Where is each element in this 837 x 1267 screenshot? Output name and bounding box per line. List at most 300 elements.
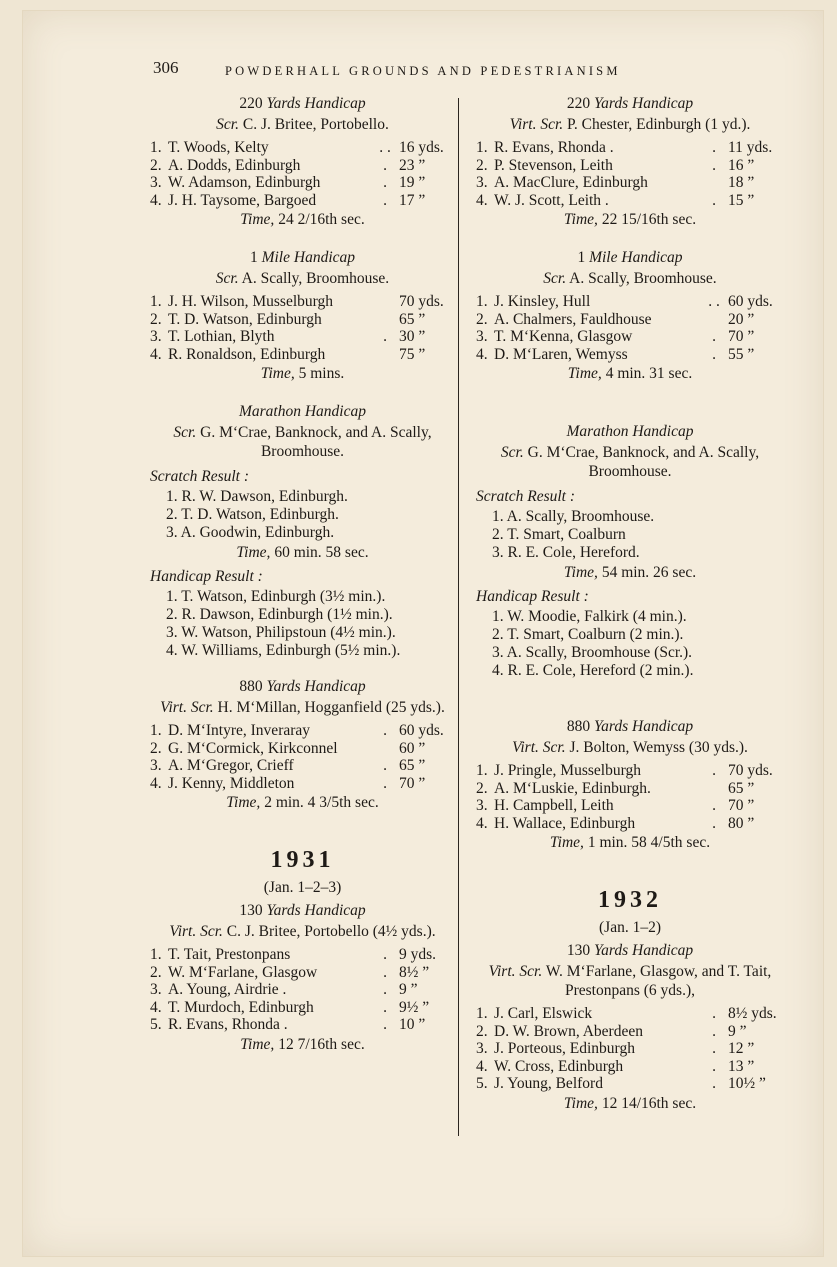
pos: 5.	[476, 1075, 488, 1092]
handicap: 60 yds.	[728, 293, 773, 310]
result-row	[476, 293, 784, 311]
leader-dots: .	[383, 328, 387, 345]
results-list	[476, 139, 784, 209]
runner: A. M‘Gregor, Crieff	[168, 757, 294, 774]
time-label: Time,	[563, 1094, 598, 1112]
result-row	[150, 174, 455, 192]
handicap: 11 yds.	[728, 139, 773, 156]
scratch-label: Scr.	[500, 444, 524, 461]
runner: J. Porteous, Edinburgh	[494, 1040, 635, 1057]
leader-dots	[700, 174, 728, 192]
pos: 3.	[476, 328, 488, 345]
runner: J. Young, Belford	[494, 1075, 603, 1092]
result-row	[476, 174, 784, 192]
time-value: 12 7/16th sec.	[278, 1035, 365, 1053]
event-time	[150, 792, 455, 814]
leader-dots: .	[383, 963, 387, 981]
event-time	[150, 363, 455, 385]
result-line: 2. T. Smart, Coalburn	[492, 526, 626, 543]
leader-dots: .	[383, 998, 387, 1016]
result-row	[476, 1023, 784, 1041]
result-row	[150, 192, 455, 210]
event-heading	[476, 716, 784, 738]
runner: J. Pringle, Musselburgh	[494, 762, 641, 779]
result-row	[476, 192, 784, 210]
event-title: Mile Handicap	[589, 249, 683, 266]
scratch-label: Virt. Scr.	[160, 699, 214, 716]
runner: P. Stevenson, Leith	[494, 156, 613, 174]
result-line: 1. R. W. Dawson, Edinburgh.	[166, 488, 348, 505]
runner: W. Cross, Edinburgh	[494, 1057, 624, 1075]
result-line: 3. A. Scally, Broomhouse (Scr.).	[492, 644, 693, 661]
result-row	[476, 1075, 784, 1093]
pos: 4.	[476, 1057, 488, 1075]
event-220-yards-1930-left	[150, 93, 455, 231]
result-row	[150, 311, 455, 329]
handicap: 9½ ”	[399, 998, 430, 1016]
leader-dots: .	[712, 1040, 716, 1057]
result-line: 2. T. Smart, Coalburn (2 min.).	[492, 626, 684, 643]
running-head: POWDERHALL GROUNDS AND PEDESTRIANISM	[225, 64, 621, 78]
scratch-label: Scr.	[215, 270, 239, 287]
leader-dots: .	[712, 191, 716, 209]
result-row	[150, 139, 455, 157]
event-distance: 880	[566, 718, 591, 735]
time-label: Time,	[226, 794, 261, 811]
event-time	[150, 542, 455, 564]
handicap: 19 ”	[399, 174, 426, 191]
event-heading	[150, 900, 455, 922]
event-title: Marathon Handicap	[238, 403, 366, 420]
handicap: 30 ”	[399, 328, 426, 345]
event-title: Yards Handicap	[266, 678, 366, 695]
handicap: 12 ”	[728, 1040, 755, 1057]
leader-dots: .	[383, 191, 387, 209]
event-title: Yards Handicap	[266, 902, 366, 919]
handicap: 10½ ”	[728, 1075, 766, 1092]
event-title: Yards Handicap	[593, 95, 694, 112]
pos: 2.	[476, 310, 488, 328]
event-880-yards-right	[476, 716, 784, 854]
scratch-result-label: Scratch Result :	[476, 488, 576, 505]
pos: 2.	[150, 310, 162, 328]
runner: D. M‘Laren, Wemyss	[494, 345, 628, 363]
event-marathon-right	[476, 421, 784, 680]
result-row	[476, 1058, 784, 1076]
pos: 1.	[150, 293, 162, 310]
runner: D. M‘Intyre, Inveraray	[168, 722, 311, 739]
leader-dots: .	[712, 156, 716, 174]
runner: J. Kinsley, Hull	[494, 293, 591, 310]
event-title: Yards Handicap	[266, 95, 366, 112]
result-row	[476, 797, 784, 815]
leader-dots	[371, 293, 399, 311]
result-row	[150, 293, 455, 311]
result-line: 4. W. Williams, Edinburgh (5½ min.).	[166, 642, 401, 659]
result-row	[150, 964, 455, 982]
year-dates: (Jan. 1–2)	[599, 919, 661, 936]
scratch-text: P. Chester, Edinburgh (1 yd.).	[567, 116, 751, 133]
result-row	[150, 1016, 455, 1034]
time-value: 4 min. 31 sec.	[605, 365, 693, 382]
scratch-label: Virt. Scr.	[488, 963, 543, 980]
runner: A. Chalmers, Fauldhouse	[494, 310, 652, 328]
event-heading	[476, 93, 784, 115]
runner: A. Young, Airdrie .	[168, 981, 287, 998]
event-time	[150, 1034, 455, 1056]
year-heading: 1931	[270, 847, 335, 873]
event-time	[476, 1093, 784, 1115]
event-heading	[476, 940, 784, 962]
result-row	[150, 999, 455, 1017]
runner: H. Campbell, Leith	[494, 797, 614, 814]
runner: J. Carl, Elswick	[494, 1005, 593, 1022]
pos: 3.	[150, 757, 162, 774]
result-line: 1. A. Scally, Broomhouse.	[492, 508, 655, 525]
result-row	[476, 311, 784, 329]
pos: 5.	[150, 1016, 162, 1033]
event-title: Marathon Handicap	[566, 423, 694, 440]
handicap: 80 ”	[728, 814, 755, 832]
result-row	[476, 815, 784, 833]
results-list	[476, 762, 784, 832]
event-distance: 220	[566, 95, 591, 112]
scratch-line	[150, 115, 455, 134]
leader-dots: .	[712, 797, 716, 814]
handicap-result-label: Handicap Result :	[476, 588, 589, 605]
scratch-line	[476, 738, 784, 757]
left-column	[150, 93, 455, 1072]
time-label: Time,	[260, 365, 295, 382]
handicap: 23 ”	[399, 156, 426, 174]
event-130-yards-left	[150, 900, 455, 1056]
result-row	[476, 139, 784, 157]
result-row	[150, 946, 455, 964]
year-heading: 1932	[598, 887, 662, 913]
event-heading	[150, 93, 455, 115]
result-row	[150, 981, 455, 999]
leader-dots: . .	[708, 293, 720, 310]
event-title: Yards Handicap	[593, 942, 694, 959]
handicap: 70 yds.	[399, 293, 444, 310]
scratch-line	[476, 269, 784, 288]
pos: 2.	[150, 739, 162, 757]
runner: T. D. Watson, Edinburgh	[168, 310, 322, 328]
event-time	[476, 363, 784, 385]
leader-dots: .	[383, 774, 387, 792]
pos: 3.	[476, 797, 488, 814]
result-row	[150, 722, 455, 740]
year-dates: (Jan. 1–2–3)	[263, 879, 342, 896]
right-column	[476, 93, 784, 1131]
time-value: 1 min. 58 4/5th sec.	[587, 834, 711, 851]
time-label: Time,	[236, 544, 271, 561]
event-880-yards-left	[150, 676, 455, 814]
handicap: 9 ”	[728, 1022, 747, 1040]
leader-dots: .	[383, 156, 387, 174]
runner: R. Ronaldson, Edinburgh	[168, 345, 326, 363]
time-label: Time,	[549, 834, 584, 851]
event-time	[476, 832, 784, 854]
result-row	[150, 346, 455, 364]
leader-dots: .	[383, 722, 387, 739]
event-distance: 1	[577, 249, 586, 266]
scratch-text: G. M‘Crae, Banknock, and A. Scally, Broomhouse.	[527, 444, 760, 480]
handicap: 65 ”	[399, 310, 426, 328]
result-row	[476, 157, 784, 175]
handicap: 13 ”	[728, 1057, 755, 1075]
pos: 1.	[150, 722, 162, 739]
pos: 3.	[150, 981, 162, 998]
handicap: 18 ”	[728, 174, 755, 191]
leader-dots: .	[383, 981, 387, 998]
scratch-line	[476, 443, 784, 481]
scratch-label: Virt. Scr.	[512, 739, 566, 756]
event-1-mile-left	[150, 247, 455, 385]
scratch-line	[476, 962, 784, 1000]
scratch-line	[150, 698, 455, 717]
pos: 1.	[476, 139, 488, 156]
runner: R. Evans, Rhonda .	[168, 1016, 288, 1033]
spacer	[476, 696, 784, 716]
scratch-line	[476, 115, 784, 134]
time-value: 54 min. 26 sec.	[601, 564, 697, 581]
event-time	[476, 562, 784, 584]
event-1-mile-right	[476, 247, 784, 385]
leader-dots	[700, 311, 728, 329]
event-distance: 130	[239, 902, 263, 919]
handicap: 16 yds.	[399, 139, 444, 156]
handicap: 70 ”	[728, 328, 755, 345]
result-line: 3. R. E. Cole, Hereford.	[492, 544, 640, 561]
results-list	[476, 1005, 784, 1093]
pos: 2.	[476, 156, 488, 174]
scratch-line	[150, 423, 455, 461]
scratch-line	[150, 269, 455, 288]
handicap: 60 yds.	[399, 722, 444, 739]
handicap: 70 ”	[728, 797, 755, 814]
scratch-text: J. Bolton, Wemyss (30 yds.).	[569, 739, 748, 756]
event-distance: 880	[239, 678, 263, 695]
handicap: 60 ”	[399, 739, 426, 757]
leader-dots: .	[712, 814, 716, 832]
leader-dots: .	[712, 328, 716, 345]
handicap: 65 ”	[399, 757, 426, 774]
leader-dots: .	[712, 139, 716, 156]
handicap: 15 ”	[728, 191, 755, 209]
time-value: 12 14/16th sec.	[601, 1094, 697, 1112]
time-label: Time,	[240, 211, 275, 228]
pos: 2.	[476, 779, 488, 797]
pos: 1.	[150, 946, 162, 963]
result-line: 2. T. D. Watson, Edinburgh.	[166, 506, 339, 523]
event-220-yards-right	[476, 93, 784, 231]
handicap: 55 ”	[728, 345, 755, 363]
leader-dots: .	[712, 1022, 716, 1040]
runner: J. H. Wilson, Musselburgh	[168, 293, 334, 310]
result-row	[150, 740, 455, 758]
runner: D. W. Brown, Aberdeen	[494, 1022, 643, 1040]
pos: 3.	[476, 174, 488, 191]
handicap: 8½ yds.	[728, 1005, 777, 1022]
time-value: 5 mins.	[298, 365, 345, 382]
time-value: 22 15/16th sec.	[601, 211, 697, 228]
scratch-text: A. Scally, Broomhouse.	[241, 270, 390, 287]
scratch-label: Virt. Scr.	[169, 923, 223, 940]
spacer	[476, 401, 784, 421]
result-row	[476, 762, 784, 780]
handicap: 9 ”	[399, 981, 418, 998]
result-row	[476, 1040, 784, 1058]
leader-dots: .	[383, 174, 387, 191]
column-divider	[458, 98, 459, 1136]
result-line: 3. W. Watson, Philipstoun (4½ min.).	[166, 624, 396, 641]
scratch-label: Scr.	[543, 270, 567, 287]
leader-dots: .	[712, 1057, 716, 1075]
scratch-label: Scr.	[216, 116, 239, 133]
results-list	[150, 722, 455, 792]
handicap: 8½ ”	[399, 963, 430, 981]
results-list	[476, 293, 784, 363]
runner: A. M‘Luskie, Edinburgh.	[494, 779, 651, 797]
scratch-text: C. J. Britee, Portobello.	[242, 116, 389, 133]
pos: 4.	[150, 998, 162, 1016]
handicap: 9 yds.	[399, 946, 437, 963]
leader-dots: .	[383, 946, 387, 963]
runner: T. Woods, Kelty	[168, 139, 269, 156]
pos: 3.	[150, 174, 162, 191]
results-list	[150, 946, 455, 1034]
leader-dots	[371, 740, 399, 758]
runner: T. Lothian, Blyth	[168, 328, 275, 345]
event-distance: 220	[239, 95, 263, 112]
pos: 4.	[476, 814, 488, 832]
pos: 1.	[150, 139, 162, 156]
results-list	[150, 293, 455, 363]
event-time	[476, 209, 784, 231]
pos: 4.	[150, 345, 162, 363]
result-line: 1. T. Watson, Edinburgh (3½ min.).	[166, 588, 386, 605]
handicap: 70 yds.	[728, 762, 773, 779]
event-distance: 1	[249, 249, 258, 266]
handicap: 16 ”	[728, 156, 755, 174]
leader-dots: .	[712, 762, 716, 779]
leader-dots: .	[712, 1075, 716, 1092]
runner: W. Adamson, Edinburgh	[168, 174, 321, 191]
scratch-text: C. J. Britee, Portobello (4½ yds.).	[226, 923, 436, 940]
result-row	[150, 157, 455, 175]
leader-dots: .	[383, 1016, 387, 1033]
event-title: Mile Handicap	[261, 249, 356, 266]
time-value: 2 min. 4 3/5th sec.	[264, 794, 379, 811]
event-time	[150, 209, 455, 231]
pos: 3.	[150, 328, 162, 345]
handicap: 17 ”	[399, 191, 426, 209]
runner: G. M‘Cormick, Kirkconnel	[168, 739, 338, 757]
leader-dots	[700, 780, 728, 798]
runner: W. J. Scott, Leith .	[494, 191, 609, 209]
event-heading	[150, 676, 455, 698]
time-label: Time,	[567, 365, 602, 382]
pos: 1.	[476, 762, 488, 779]
pos: 2.	[150, 156, 162, 174]
page-number: 306	[153, 58, 179, 77]
pos: 2.	[150, 963, 162, 981]
scratch-result-label: Scratch Result :	[150, 468, 250, 485]
handicap: 10 ”	[399, 1016, 426, 1033]
scratch-text: H. M‘Millan, Hogganfield (25 yds.).	[217, 699, 445, 716]
event-heading	[150, 247, 455, 269]
leader-dots: . .	[379, 139, 391, 156]
event-heading	[476, 247, 784, 269]
leader-dots: .	[712, 1005, 716, 1022]
result-row	[476, 328, 784, 346]
pos: 1.	[476, 293, 488, 310]
event-130-yards-right	[476, 940, 784, 1115]
time-label: Time,	[563, 211, 598, 228]
runner: T. M‘Kenna, Glasgow	[494, 328, 633, 345]
handicap: 75 ”	[399, 345, 426, 363]
scratch-text: G. M‘Crae, Banknock, and A. Scally, Broomhouse.	[200, 424, 432, 460]
result-row	[476, 780, 784, 798]
result-row	[150, 328, 455, 346]
time-label: Time,	[240, 1035, 275, 1053]
runner: J. Kenny, Middleton	[168, 774, 295, 792]
scratch-line	[150, 922, 455, 941]
pos: 2.	[476, 1022, 488, 1040]
handicap: 20 ”	[728, 310, 755, 328]
pos: 4.	[476, 345, 488, 363]
scratch-text: W. M‘Farlane, Glasgow, and T. Tait, Prestonpans (6 yds.),	[545, 963, 772, 999]
results-list	[150, 139, 455, 209]
event-title: Yards Handicap	[593, 718, 694, 735]
runner: J. H. Taysome, Bargoed	[168, 191, 317, 209]
event-distance: 130	[566, 942, 591, 959]
scratch-label: Virt. Scr.	[509, 116, 564, 133]
result-row	[150, 775, 455, 793]
event-marathon-left	[150, 401, 455, 660]
pos: 4.	[150, 774, 162, 792]
result-line: 3. A. Goodwin, Edinburgh.	[166, 524, 335, 541]
pos: 4.	[150, 191, 162, 209]
time-label: Time,	[563, 564, 598, 581]
runner: T. Tait, Prestonpans	[168, 946, 291, 963]
time-value: 24 2/16th sec.	[278, 211, 365, 228]
pos: 3.	[476, 1040, 488, 1057]
result-row	[476, 346, 784, 364]
scratch-text: A. Scally, Broomhouse.	[569, 270, 717, 287]
runner: A. MacClure, Edinburgh	[494, 174, 648, 191]
result-row	[150, 757, 455, 775]
handicap: 70 ”	[399, 774, 426, 792]
runner: R. Evans, Rhonda .	[494, 139, 614, 156]
time-value: 60 min. 58 sec.	[274, 544, 369, 561]
leader-dots: .	[383, 757, 387, 774]
result-row	[476, 1005, 784, 1023]
runner: T. Murdoch, Edinburgh	[168, 998, 314, 1016]
runner: A. Dodds, Edinburgh	[168, 156, 301, 174]
result-line: 4. R. E. Cole, Hereford (2 min.).	[492, 662, 694, 679]
pos: 1.	[476, 1005, 488, 1022]
leader-dots	[371, 346, 399, 364]
leader-dots	[371, 311, 399, 329]
leader-dots: .	[712, 345, 716, 363]
runner: W. M‘Farlane, Glasgow	[168, 963, 318, 981]
pos: 4.	[476, 191, 488, 209]
runner: H. Wallace, Edinburgh	[494, 814, 636, 832]
handicap: 65 ”	[728, 779, 755, 797]
scratch-label: Scr.	[173, 424, 197, 441]
